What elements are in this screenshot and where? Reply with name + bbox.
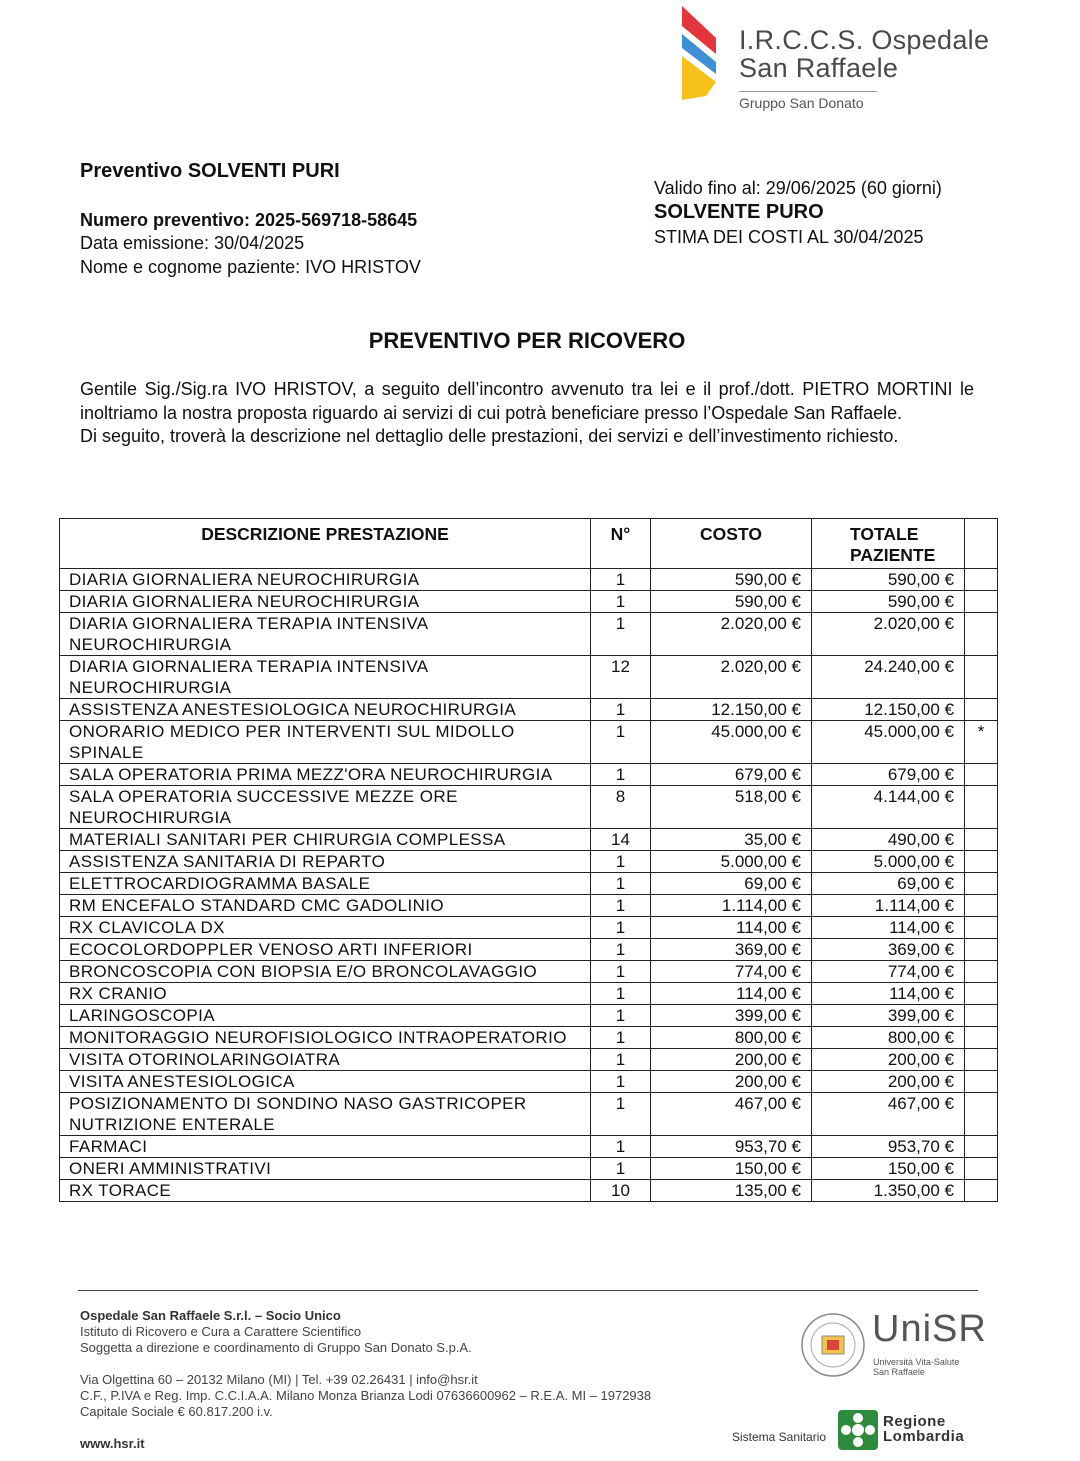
- footer-line1: Istituto di Ricovero e Cura a Carattere Scientifico: [80, 1324, 362, 1339]
- row-note: [965, 1180, 998, 1202]
- row-description: BRONCOSCOPIA CON BIOPSIA E/O BRONCOLAVAGGIO: [60, 961, 591, 983]
- row-note: [965, 699, 998, 721]
- table-row: [60, 1180, 998, 1202]
- header-numero: N°: [591, 519, 651, 569]
- footer-website[interactable]: www.hsr.it: [80, 1436, 145, 1451]
- row-description: SALA OPERATORIA SUCCESSIVE MEZZE ORE NEUROCHIRURGIA: [60, 786, 591, 829]
- table-row: [60, 961, 998, 983]
- row-total: 467,00 €: [812, 1093, 965, 1136]
- row-description: DIARIA GIORNALIERA NEUROCHIRURGIA: [60, 591, 591, 613]
- table-row: [60, 1136, 998, 1158]
- intro-paragraph-2: Di seguito, troverà la descrizione nel dettaglio delle prestazioni, dei servizi e dell’investimento richiesto.: [80, 426, 899, 446]
- row-description: RX TORACE: [60, 1180, 591, 1202]
- row-cost: 590,00 €: [651, 591, 812, 613]
- preventivo-title: Preventivo SOLVENTI PURI: [80, 160, 340, 182]
- header-note: [965, 519, 998, 569]
- sistema-sanitario-label: Sistema Sanitario: [732, 1430, 827, 1444]
- row-total: 590,00 €: [812, 591, 965, 613]
- row-total: 1.350,00 €: [812, 1180, 965, 1202]
- footer-line2: Soggetta a direzione e coordinamento di Gruppo San Donato S.p.A.: [80, 1340, 472, 1355]
- table-row: [60, 1049, 998, 1071]
- regione-label-line2: Lombardia: [883, 1428, 965, 1445]
- row-note: [965, 1136, 998, 1158]
- row-total: 69,00 €: [812, 873, 965, 895]
- row-quantity: 1: [591, 1049, 651, 1071]
- row-cost: 200,00 €: [651, 1049, 812, 1071]
- table-row: [60, 983, 998, 1005]
- row-description: DIARIA GIORNALIERA NEUROCHIRURGIA: [60, 569, 591, 591]
- row-description: VISITA OTORINOLARINGOIATRA: [60, 1049, 591, 1071]
- row-description: LARINGOSCOPIA: [60, 1005, 591, 1027]
- row-cost: 518,00 €: [651, 786, 812, 829]
- row-description: ONORARIO MEDICO PER INTERVENTI SUL MIDOLLO SPINALE: [60, 721, 591, 764]
- row-description: DIARIA GIORNALIERA TERAPIA INTENSIVA NEUROCHIRURGIA: [60, 613, 591, 656]
- hospital-logo: [676, 4, 996, 114]
- row-description: DIARIA GIORNALIERA TERAPIA INTENSIVA NEUROCHIRURGIA: [60, 656, 591, 699]
- row-quantity: 1: [591, 1027, 651, 1049]
- numero-preventivo: Numero preventivo: 2025-569718-58645: [80, 210, 418, 230]
- row-quantity: 1: [591, 591, 651, 613]
- row-note: [965, 895, 998, 917]
- row-total: 490,00 €: [812, 829, 965, 851]
- row-total: 679,00 €: [812, 764, 965, 786]
- row-description: ONERI AMMINISTRATIVI: [60, 1158, 591, 1180]
- footer-fiscal: C.F., P.IVA e Reg. Imp. C.C.I.A.A. Milano Monza Brianza Lodi 07636600962 – R.E.A. MI – 1972938: [80, 1388, 652, 1403]
- row-note: [965, 939, 998, 961]
- row-total: 5.000,00 €: [812, 851, 965, 873]
- row-cost: 114,00 €: [651, 917, 812, 939]
- table-row: [60, 569, 998, 591]
- row-total: 800,00 €: [812, 1027, 965, 1049]
- row-cost: 5.000,00 €: [651, 851, 812, 873]
- row-cost: 150,00 €: [651, 1158, 812, 1180]
- row-quantity: 12: [591, 656, 651, 699]
- row-cost: 2.020,00 €: [651, 656, 812, 699]
- row-total: 369,00 €: [812, 939, 965, 961]
- row-cost: 679,00 €: [651, 764, 812, 786]
- row-note: [965, 851, 998, 873]
- row-note: [965, 1071, 998, 1093]
- row-note: [965, 764, 998, 786]
- row-note: [965, 1049, 998, 1071]
- row-cost: 800,00 €: [651, 1027, 812, 1049]
- row-total: 590,00 €: [812, 569, 965, 591]
- regione-lombardia-cross-icon: [838, 1410, 878, 1450]
- logo-divider: [739, 91, 877, 92]
- row-cost: 200,00 €: [651, 1071, 812, 1093]
- row-quantity: 1: [591, 1136, 651, 1158]
- unisr-subtitle-line1: Università Vita-Salute: [873, 1357, 960, 1367]
- logo-group-name: Gruppo San Donato: [739, 95, 864, 111]
- row-cost: 774,00 €: [651, 961, 812, 983]
- row-note: [965, 1158, 998, 1180]
- unisr-logo: [800, 1308, 990, 1380]
- table-row: [60, 1005, 998, 1027]
- nome-paziente: Nome e cognome paziente: IVO HRISTOV: [80, 257, 421, 277]
- row-description: ECOCOLORDOPPLER VENOSO ARTI INFERIORI: [60, 939, 591, 961]
- table-row: [60, 939, 998, 961]
- row-quantity: 1: [591, 764, 651, 786]
- footer-company: Ospedale San Raffaele S.r.l. – Socio Unico: [80, 1308, 341, 1323]
- row-note: [965, 613, 998, 656]
- footer-capital: Capitale Sociale € 60.817.200 i.v.: [80, 1404, 273, 1419]
- row-note: [965, 829, 998, 851]
- row-note: *: [965, 721, 998, 764]
- row-note: [965, 917, 998, 939]
- logo-name-line1: I.R.C.C.S. Ospedale: [739, 25, 990, 55]
- footer-divider: [78, 1290, 978, 1291]
- row-cost: 45.000,00 €: [651, 721, 812, 764]
- table-row: [60, 829, 998, 851]
- university-seal-icon: [800, 1312, 866, 1378]
- table-row: [60, 873, 998, 895]
- row-description: RX CRANIO: [60, 983, 591, 1005]
- row-total: 1.114,00 €: [812, 895, 965, 917]
- row-cost: 369,00 €: [651, 939, 812, 961]
- row-cost: 114,00 €: [651, 983, 812, 1005]
- stima-costi: STIMA DEI COSTI AL 30/04/2025: [654, 227, 924, 247]
- row-cost: 1.114,00 €: [651, 895, 812, 917]
- table-row: [60, 1027, 998, 1049]
- row-cost: 12.150,00 €: [651, 699, 812, 721]
- intro-paragraph-1: Gentile Sig./Sig.ra IVO HRISTOV, a seguito dell’incontro avvenuto tra lei e il prof./dott. PIETRO MORTINI le inoltriamo la nostra proposta riguardo ai servizi di cui potrà beneficiare presso l’Ospedale San Raffaele.: [80, 379, 974, 423]
- row-description: MATERIALI SANITARI PER CHIRURGIA COMPLESSA: [60, 829, 591, 851]
- table-row: [60, 591, 998, 613]
- data-emissione: Data emissione: 30/04/2025: [80, 233, 305, 253]
- table-row: [60, 895, 998, 917]
- san-raffaele-logo-mark-icon: [676, 4, 722, 104]
- row-note: [965, 656, 998, 699]
- row-description: ELETTROCARDIOGRAMMA BASALE: [60, 873, 591, 895]
- row-note: [965, 786, 998, 829]
- table-row: [60, 764, 998, 786]
- row-cost: 2.020,00 €: [651, 613, 812, 656]
- tipo-solvente: SOLVENTE PURO: [654, 201, 824, 223]
- row-quantity: 1: [591, 961, 651, 983]
- table-row: [60, 1093, 998, 1136]
- row-description: RM ENCEFALO STANDARD CMC GADOLINIO: [60, 895, 591, 917]
- header-totale-line1: TOTALE: [850, 524, 919, 544]
- row-quantity: 1: [591, 613, 651, 656]
- row-description: ASSISTENZA SANITARIA DI REPARTO: [60, 851, 591, 873]
- row-total: 2.020,00 €: [812, 613, 965, 656]
- table-row: [60, 1158, 998, 1180]
- row-description: ASSISTENZA ANESTESIOLOGICA NEUROCHIRURGIA: [60, 699, 591, 721]
- row-total: 953,70 €: [812, 1136, 965, 1158]
- row-total: 45.000,00 €: [812, 721, 965, 764]
- row-quantity: 1: [591, 1158, 651, 1180]
- row-description: POSIZIONAMENTO DI SONDINO NASO GASTRICOPER NUTRIZIONE ENTERALE: [60, 1093, 591, 1136]
- table-row: [60, 917, 998, 939]
- row-cost: 69,00 €: [651, 873, 812, 895]
- row-quantity: 1: [591, 983, 651, 1005]
- row-quantity: 1: [591, 1093, 651, 1136]
- header-costo: COSTO: [651, 519, 812, 569]
- logo-name-line2: San Raffaele: [739, 53, 899, 83]
- table-row: [60, 721, 998, 764]
- row-quantity: 1: [591, 1071, 651, 1093]
- row-note: [965, 983, 998, 1005]
- row-quantity: 14: [591, 829, 651, 851]
- row-total: 114,00 €: [812, 917, 965, 939]
- row-description: VISITA ANESTESIOLOGICA: [60, 1071, 591, 1093]
- table-row: [60, 786, 998, 829]
- table-row: [60, 613, 998, 656]
- row-total: 24.240,00 €: [812, 656, 965, 699]
- row-cost: 590,00 €: [651, 569, 812, 591]
- header-totale: [812, 519, 965, 569]
- validita: Valido fino al: 29/06/2025 (60 giorni): [654, 178, 942, 198]
- row-cost: 467,00 €: [651, 1093, 812, 1136]
- row-cost: 135,00 €: [651, 1180, 812, 1202]
- row-total: 399,00 €: [812, 1005, 965, 1027]
- row-cost: 399,00 €: [651, 1005, 812, 1027]
- table-row: [60, 851, 998, 873]
- row-quantity: 1: [591, 699, 651, 721]
- row-quantity: 1: [591, 939, 651, 961]
- document-title: PREVENTIVO PER RICOVERO: [368, 328, 686, 353]
- table-row: [60, 699, 998, 721]
- row-quantity: 1: [591, 569, 651, 591]
- row-total: 200,00 €: [812, 1071, 965, 1093]
- footer-address: Via Olgettina 60 – 20132 Milano (MI) | Tel. +39 02.26431 | info@hsr.it: [80, 1372, 478, 1387]
- row-quantity: 10: [591, 1180, 651, 1202]
- table-row: [60, 1071, 998, 1093]
- row-total: 150,00 €: [812, 1158, 965, 1180]
- row-total: 774,00 €: [812, 961, 965, 983]
- row-quantity: 1: [591, 721, 651, 764]
- row-total: 200,00 €: [812, 1049, 965, 1071]
- row-quantity: 8: [591, 786, 651, 829]
- regione-label-line1: Regione: [883, 1413, 946, 1430]
- row-quantity: 1: [591, 917, 651, 939]
- row-note: [965, 591, 998, 613]
- row-note: [965, 873, 998, 895]
- row-note: [965, 1027, 998, 1049]
- row-description: FARMACI: [60, 1136, 591, 1158]
- table-row: [60, 656, 998, 699]
- prestazioni-table: [59, 518, 998, 1202]
- row-description: MONITORAGGIO NEUROFISIOLOGICO INTRAOPERATORIO: [60, 1027, 591, 1049]
- row-quantity: 1: [591, 851, 651, 873]
- row-cost: 953,70 €: [651, 1136, 812, 1158]
- row-description: SALA OPERATORIA PRIMA MEZZ'ORA NEUROCHIRURGIA: [60, 764, 591, 786]
- row-description: RX CLAVICOLA DX: [60, 917, 591, 939]
- row-note: [965, 961, 998, 983]
- intro-text: [80, 378, 974, 449]
- unisr-wordmark: UniSR: [872, 1308, 987, 1350]
- row-quantity: 1: [591, 1005, 651, 1027]
- row-note: [965, 1005, 998, 1027]
- unisr-subtitle-line2: San Raffaele: [873, 1367, 925, 1377]
- row-total: 12.150,00 €: [812, 699, 965, 721]
- row-cost: 35,00 €: [651, 829, 812, 851]
- header-totale-line2: PAZIENTE: [850, 545, 936, 565]
- header-descrizione: DESCRIZIONE PRESTAZIONE: [60, 519, 591, 569]
- row-note: [965, 569, 998, 591]
- row-total: 4.144,00 €: [812, 786, 965, 829]
- table-header-row: [60, 519, 998, 569]
- row-quantity: 1: [591, 873, 651, 895]
- row-total: 114,00 €: [812, 983, 965, 1005]
- row-note: [965, 1093, 998, 1136]
- row-quantity: 1: [591, 895, 651, 917]
